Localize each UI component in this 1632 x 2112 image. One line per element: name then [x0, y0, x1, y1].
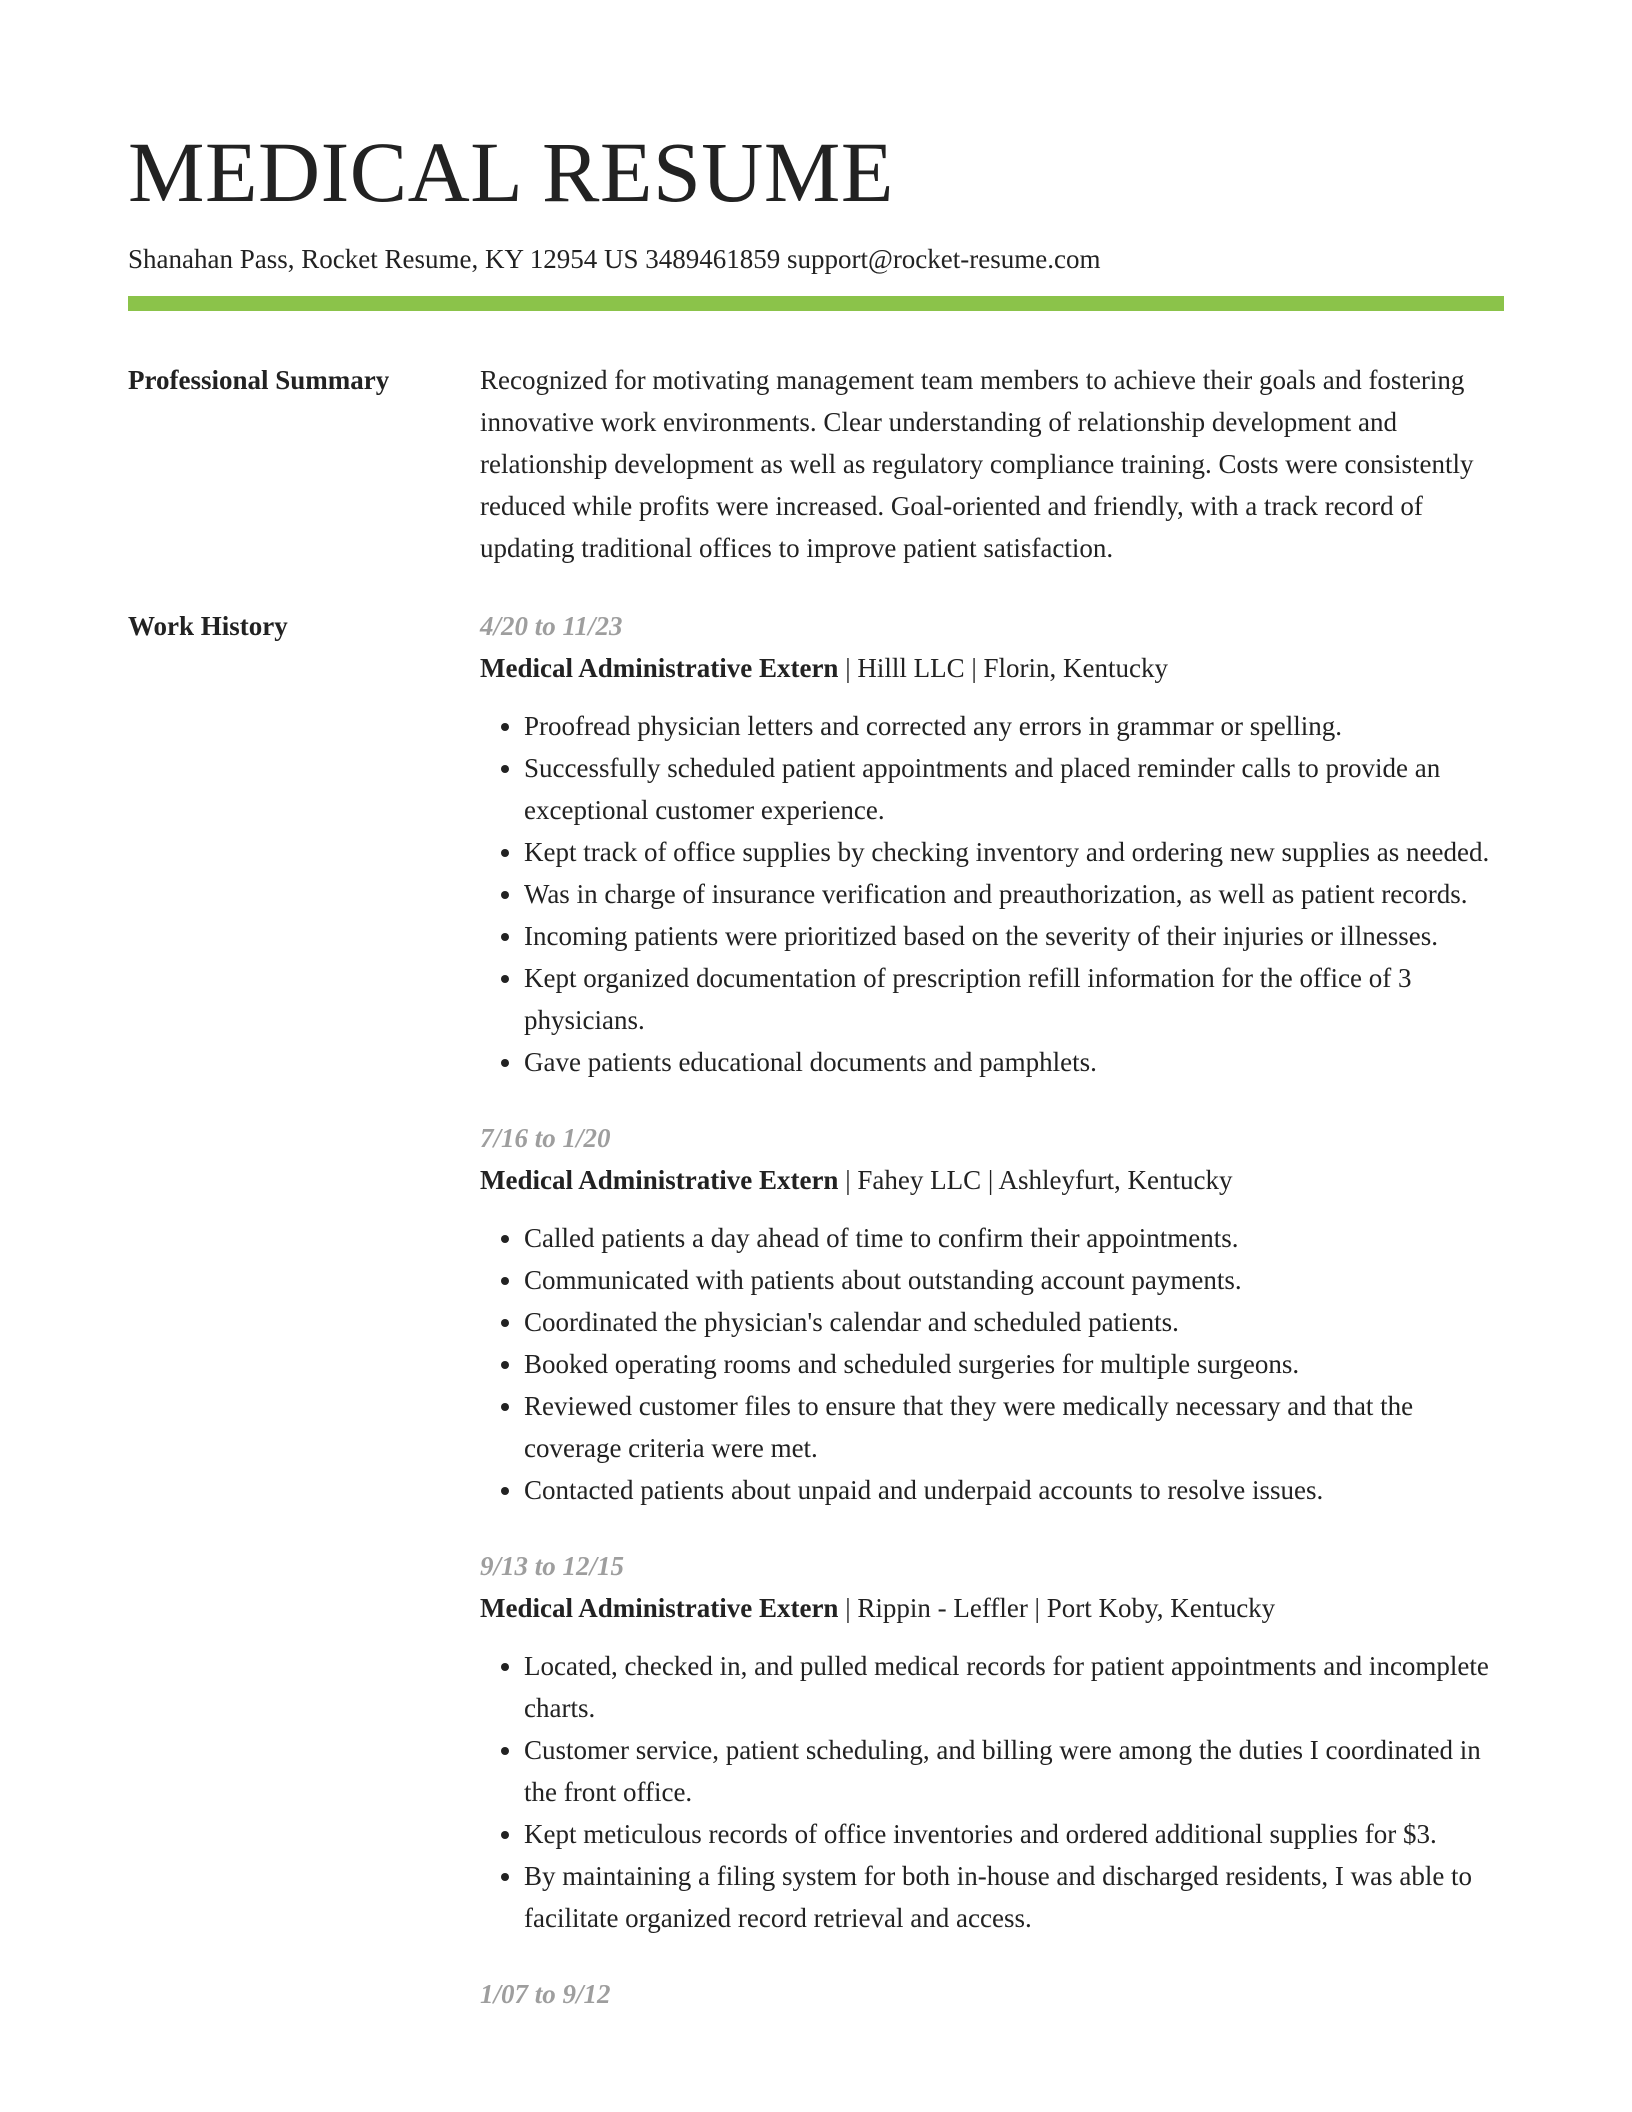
- job-duty-item: • Customer service, patient scheduling, and billing were among the duties I coordinated in the front office.: [524, 1729, 1504, 1813]
- job-entry: [480, 605, 1504, 1083]
- job-entry: [480, 1117, 1504, 1511]
- job-employer-location: | Rippin - Leffler | Port Koby, Kentucky: [838, 1593, 1276, 1623]
- job-dates: 1/07 to 9/12: [480, 1979, 611, 2009]
- job-duty-item: • Proofread physician letters and corrected any errors in grammar or spelling.: [524, 705, 1504, 747]
- contact-info: Shanahan Pass, Rocket Resume, KY 12954 US 3489461859 support@rocket-resume.com: [128, 244, 1101, 274]
- job-duty-item: • Reviewed customer files to ensure that they were medically necessary and that the coverage criteria were met.: [524, 1385, 1504, 1469]
- job-title: Medical Administrative Extern: [480, 1165, 839, 1195]
- job-duty-item: • By maintaining a filing system for both in-house and discharged residents, I was able to facilitate organized record retrieval and access.: [524, 1855, 1504, 1939]
- job-duties-list: [480, 1217, 1504, 1511]
- job-employer-location: | Fahey LLC | Ashleyfurt, Kentucky: [838, 1165, 1233, 1195]
- work-history-section: [128, 605, 1504, 2049]
- job-heading: [480, 1159, 1504, 1201]
- job-duty-item: • Successfully scheduled patient appointments and placed reminder calls to provide an exceptional customer experience.: [524, 747, 1504, 831]
- job-duty-item: • Kept meticulous records of office inventories and ordered additional supplies for $3.: [524, 1813, 1504, 1855]
- job-list: [480, 605, 1504, 2049]
- job-entry: [480, 1973, 1504, 2015]
- job-title: Medical Administrative Extern: [480, 1593, 839, 1623]
- job-employer-location: | Hilll LLC | Florin, Kentucky: [838, 653, 1168, 683]
- job-duty-item: • Booked operating rooms and scheduled surgeries for multiple surgeons.: [524, 1343, 1504, 1385]
- summary-text: Recognized for motivating management team members to achieve their goals and fostering innovative work environments. Clear understanding of relationship development and relationship development as well as regulatory compliance training. Costs were consistently reduced while profits were increased. Goal-oriented and friendly, with a track record of updating traditional offices to improve patient satisfaction.: [480, 365, 1474, 563]
- job-duty-item: • Communicated with patients about outstanding account payments.: [524, 1259, 1504, 1301]
- header-divider: [128, 296, 1504, 311]
- job-duty-item: • Incoming patients were prioritized based on the severity of their injuries or illnesses.: [524, 915, 1504, 957]
- job-dates: 4/20 to 11/23: [480, 611, 623, 641]
- job-dates: 7/16 to 1/20: [480, 1123, 611, 1153]
- job-dates: 9/13 to 12/15: [480, 1551, 625, 1581]
- job-duty-item: • Kept organized documentation of prescription refill information for the office of 3 physicians.: [524, 957, 1504, 1041]
- job-heading: [480, 1587, 1504, 1629]
- resume-title: MEDICAL RESUME: [128, 124, 894, 220]
- job-duty-item: • Contacted patients about unpaid and underpaid accounts to resolve issues.: [524, 1469, 1504, 1511]
- job-duty-item: • Called patients a day ahead of time to confirm their appointments.: [524, 1217, 1504, 1259]
- section-label-summary: Professional Summary: [128, 365, 390, 395]
- professional-summary-section: [128, 359, 1504, 569]
- job-duty-item: • Was in charge of insurance verification and preauthorization, as well as patient records.: [524, 873, 1504, 915]
- job-title: Medical Administrative Extern: [480, 653, 839, 683]
- job-entry: [480, 1545, 1504, 1939]
- job-duty-item: • Coordinated the physician's calendar and scheduled patients.: [524, 1301, 1504, 1343]
- resume-page: [128, 0, 1504, 2049]
- section-label-work: Work History: [128, 611, 288, 641]
- job-duties-list: [480, 705, 1504, 1083]
- job-heading: [480, 647, 1504, 689]
- job-duty-item: • Located, checked in, and pulled medical records for patient appointments and incomplete charts.: [524, 1645, 1504, 1729]
- job-duties-list: [480, 1645, 1504, 1939]
- job-duty-item: • Gave patients educational documents and pamphlets.: [524, 1041, 1504, 1083]
- job-duty-item: • Kept track of office supplies by checking inventory and ordering new supplies as needed.: [524, 831, 1504, 873]
